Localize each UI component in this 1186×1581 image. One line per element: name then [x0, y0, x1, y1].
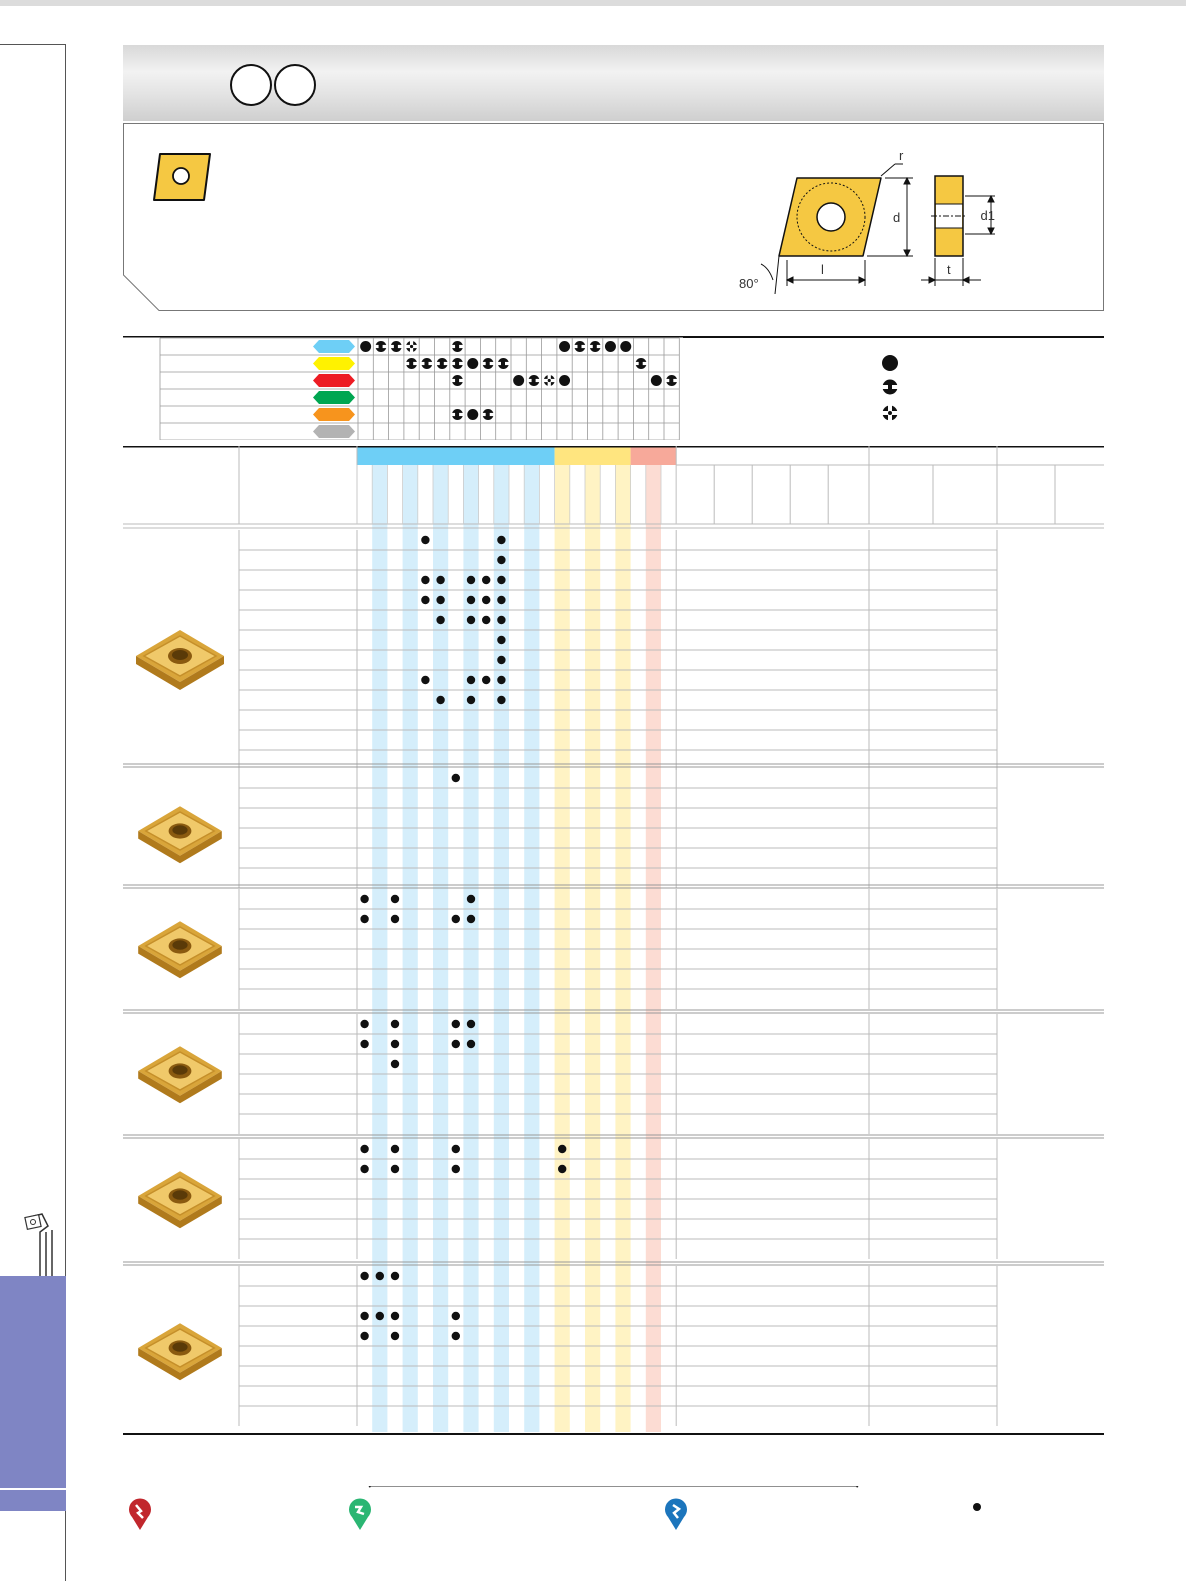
grid-mark [391, 1040, 399, 1048]
grid-mark [467, 895, 475, 903]
grid-mark [467, 1040, 475, 1048]
grid-mark [558, 1145, 566, 1153]
legend-mark [436, 358, 448, 369]
legend-mark [559, 341, 570, 352]
dim-l-label: l [821, 262, 824, 277]
legend-mark [405, 340, 418, 353]
legend-mark [497, 358, 509, 369]
half-circle-icon [881, 380, 899, 395]
insert-dimension-drawing [735, 148, 995, 298]
grid-mark [467, 676, 475, 684]
title-circle-right [274, 64, 316, 106]
insert-images [136, 630, 224, 1380]
grid-mark [482, 616, 490, 624]
legend-grid [160, 338, 679, 440]
grid-mark [452, 1332, 460, 1340]
product-grid [123, 446, 1104, 1446]
legend-mark [620, 341, 631, 352]
legend-mark [651, 375, 662, 386]
legend-mark [589, 341, 601, 352]
grid-mark [467, 596, 475, 604]
grid-column-bands [357, 447, 676, 1432]
grid-mark [452, 1020, 460, 1028]
grid-mark [376, 1312, 384, 1320]
legend-mark [451, 375, 463, 386]
material-arrow [313, 408, 355, 421]
grid-mark [436, 596, 444, 604]
left-margin-frame [0, 44, 66, 1204]
grid-mark [421, 676, 429, 684]
insert-picture [136, 630, 224, 690]
grid-mark [391, 1272, 399, 1280]
material-arrow [313, 425, 355, 438]
legend-mark [482, 358, 494, 369]
grid-mark [360, 1040, 368, 1048]
grid-mark [497, 596, 505, 604]
grid-mark [467, 616, 475, 624]
legend-mark [635, 358, 647, 369]
legend-mark [605, 341, 616, 352]
grid-mark [497, 636, 505, 644]
material-arrow [313, 374, 355, 387]
dim-d-label: d [893, 210, 901, 225]
dim-t-label: t [947, 262, 951, 277]
cross-icon [882, 405, 898, 421]
grid-mark [360, 1332, 368, 1340]
grid-mark [497, 536, 505, 544]
grid-mark [497, 616, 505, 624]
grid-mark [482, 576, 490, 584]
grid-mark [360, 1312, 368, 1320]
grid-mark [452, 915, 460, 923]
grid-mark [482, 676, 490, 684]
grid-mark [436, 576, 444, 584]
grid-mark [467, 576, 475, 584]
legend-mark [451, 358, 463, 369]
legend-mark [420, 358, 432, 369]
grid-lines [123, 446, 1104, 1434]
insert-shape-icon [150, 151, 214, 203]
grid-mark [421, 576, 429, 584]
grid-mark [452, 1165, 460, 1173]
grid-mark [391, 1312, 399, 1320]
legend-mark [467, 409, 478, 420]
grid-mark [360, 1020, 368, 1028]
dim-d1-label: d1 [980, 208, 995, 223]
tool-holder-icon [22, 1212, 58, 1276]
grid-mark [360, 1145, 368, 1153]
grid-mark [391, 895, 399, 903]
grid-mark [360, 1272, 368, 1280]
legend-mark [559, 375, 570, 386]
legend-key [875, 355, 905, 435]
dim-angle-label: 80° [739, 276, 759, 291]
footer-bullet [973, 1503, 981, 1511]
legend-mark [573, 341, 585, 352]
grid-mark [391, 1020, 399, 1028]
legend-mark [360, 341, 371, 352]
legend-mark [374, 341, 386, 352]
legend-mark [451, 409, 463, 420]
material-arrow [313, 340, 355, 353]
grid-mark [497, 556, 505, 564]
insert-picture [138, 1046, 222, 1103]
grid-mark [497, 676, 505, 684]
footer-rule [123, 1486, 1104, 1488]
legend-mark [527, 375, 539, 386]
grid-mark [360, 1165, 368, 1173]
grid-mark [360, 915, 368, 923]
dim-radius-label: r [899, 148, 904, 163]
grid-mark [497, 696, 505, 704]
header-red-bar [631, 447, 677, 465]
grid-mark [482, 596, 490, 604]
material-arrow [313, 357, 355, 370]
legend-mark [513, 375, 524, 386]
grid-mark [421, 536, 429, 544]
grid-mark [452, 1145, 460, 1153]
red-pin-icon [127, 1497, 153, 1531]
legend-mark [390, 341, 402, 352]
legend-mark [482, 409, 494, 420]
grid-mark [467, 1020, 475, 1028]
title-banner [123, 45, 1104, 121]
material-arrow [313, 391, 355, 404]
grid-mark [391, 1145, 399, 1153]
application-legend-table [123, 336, 683, 440]
grid-mark [421, 596, 429, 604]
legend-mark [543, 374, 556, 387]
insert-picture [138, 1171, 222, 1228]
grid-mark [497, 576, 505, 584]
green-pin-icon [347, 1497, 373, 1531]
grid-mark [558, 1165, 566, 1173]
grid-mark [391, 1060, 399, 1068]
grid-mark [467, 696, 475, 704]
grid-mark [360, 895, 368, 903]
insert-picture [138, 806, 222, 863]
grid-mark [452, 774, 460, 782]
grid-mark [436, 696, 444, 704]
grid-mark [391, 915, 399, 923]
side-tab[interactable] [0, 1276, 66, 1511]
grid-mark [497, 656, 505, 664]
legend-marks [360, 340, 677, 420]
grid-mark [376, 1272, 384, 1280]
header-blue-bar [357, 447, 555, 465]
title-circle-left [230, 64, 272, 106]
filled-circle-icon [882, 355, 898, 371]
grid-mark [391, 1165, 399, 1173]
top-bar [0, 0, 1186, 6]
header-yellow-bar [555, 447, 631, 465]
insert-picture [138, 921, 222, 978]
insert-picture [138, 1323, 222, 1380]
legend-top-rule [683, 336, 1104, 340]
side-tab-divider [0, 1488, 66, 1490]
legend-mark [467, 358, 478, 369]
blue-pin-icon [663, 1497, 689, 1531]
grid-mark [436, 616, 444, 624]
legend-mark [405, 358, 417, 369]
grid-mark [452, 1312, 460, 1320]
grid-mark [467, 915, 475, 923]
grid-mark [391, 1332, 399, 1340]
legend-mark [665, 375, 677, 386]
legend-mark [451, 341, 463, 352]
grid-mark [452, 1040, 460, 1048]
